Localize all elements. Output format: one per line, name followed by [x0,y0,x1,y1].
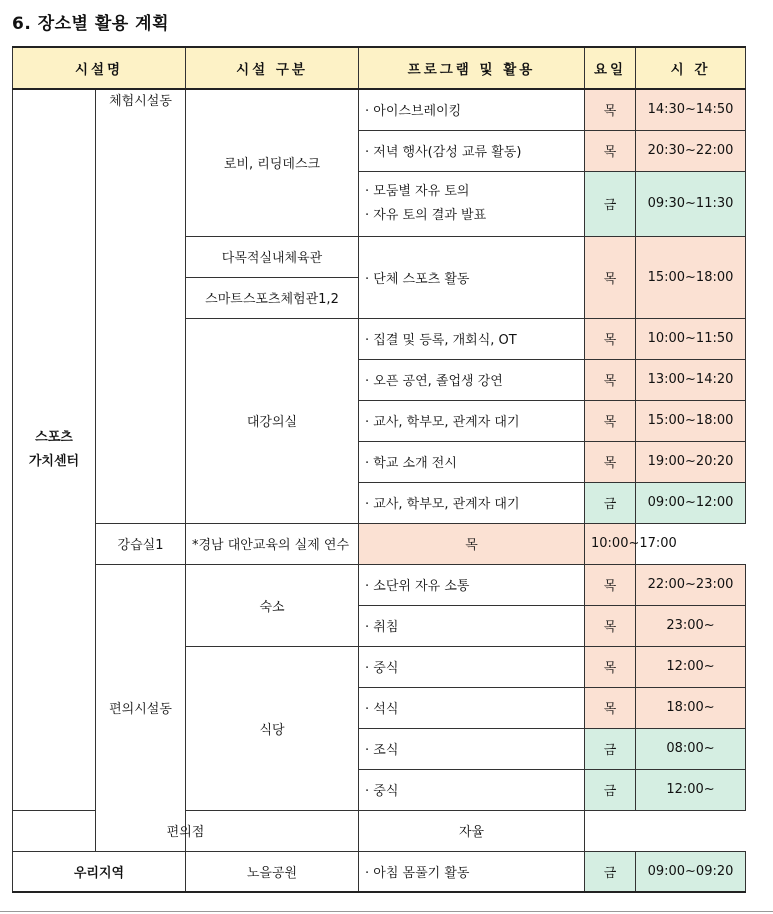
page-title: 6. 장소별 활용 계획 [12,14,169,34]
facility-main-cell [13,89,96,810]
time-cell: 20:30~22:00 [636,130,746,171]
time-cell: 23:00~ [636,605,746,646]
program-line: · 모둠별 자유 토의 [365,183,470,199]
program-cell: · 중식 [359,769,585,810]
space-cafeteria: 식당 [186,646,359,810]
program-cell: · 학교 소개 전시 [359,441,585,482]
table-row [13,810,746,851]
program-cell: · 조식 [359,728,585,769]
time-cell: 09:00~09:20 [636,851,746,892]
table-row [13,89,746,130]
time-cell: 14:30~14:50 [636,89,746,130]
program-cell: · 교사, 학부모, 관계자 대기 [359,482,585,523]
space-dorm: 숙소 [186,564,359,646]
time-cell: 10:00~17:00 [585,523,636,564]
building-experience: 체험시설동 [109,94,172,109]
day-cell: 금 [585,769,636,810]
table-row [13,851,746,892]
time-cell: 09:30~11:30 [636,171,746,236]
space-auditorium: 대강의실 [186,318,359,523]
day-cell: 금 [585,171,636,236]
building-convenience: 편의시설동 [96,564,186,851]
table-header-row [13,47,746,89]
day-cell: 금 [585,482,636,523]
time-cell: 10:00~11:50 [636,318,746,359]
program-cell: · 저녁 행사(감성 교류 활동) [359,130,585,171]
space-gym2: 스마트스포츠체험관1,2 [186,277,359,318]
time-cell: 자율 [359,810,585,851]
day-cell: 목 [359,523,585,564]
program-line: · 자유 토의 결과 발표 [365,207,487,223]
space-lobby: 로비, 리딩데스크 [186,89,359,236]
day-cell: 목 [585,646,636,687]
space-park: 노을공원 [186,851,359,892]
time-cell: 13:00~14:20 [636,359,746,400]
time-cell: 15:00~18:00 [636,236,746,318]
header-facility: 시설명 [13,47,186,89]
day-cell: 금 [585,851,636,892]
page-bottom-rule [0,911,773,912]
time-cell: 12:00~ [636,646,746,687]
facility-main-line1: 스포츠 [35,429,73,445]
table-row [13,523,746,564]
time-cell: 18:00~ [636,687,746,728]
day-cell: 목 [585,236,636,318]
day-cell: 목 [585,359,636,400]
time-cell: 12:00~ [636,769,746,810]
time-cell: 15:00~18:00 [636,400,746,441]
day-cell: 목 [585,318,636,359]
program-cell: · 오픈 공연, 졸업생 강연 [359,359,585,400]
day-cell: 목 [585,130,636,171]
day-cell: 목 [585,605,636,646]
program-cell [359,171,585,236]
program-cell: · 아이스브레이킹 [359,89,585,130]
program-cell: · 취침 [359,605,585,646]
building-experience-cell [96,89,186,523]
program-cell: · 중식 [359,646,585,687]
time-cell: 09:00~12:00 [636,482,746,523]
facility-plan-table [12,46,746,893]
program-cell: · 단체 스포츠 활동 [359,236,585,318]
space-gym1: 다목적실내체육관 [186,236,359,277]
time-cell: 08:00~ [636,728,746,769]
header-time: 시 간 [636,47,746,89]
time-cell: 19:00~20:20 [636,441,746,482]
header-program: 프로그램 및 활용 [359,47,585,89]
space-store: 편의점 [13,810,359,851]
program-cell: *경남 대안교육의 실제 연수 [186,523,359,564]
header-day: 요일 [585,47,636,89]
area-local: 우리지역 [13,851,186,892]
space-seminar: 강습실1 [96,523,186,564]
facility-main-line2: 가치센터 [28,453,80,469]
day-cell: 목 [585,400,636,441]
day-cell: 목 [585,687,636,728]
day-cell: 목 [585,564,636,605]
program-cell: · 석식 [359,687,585,728]
table-row [13,564,746,605]
day-cell: 목 [585,89,636,130]
day-cell: 금 [585,728,636,769]
day-cell: 목 [585,441,636,482]
time-cell: 22:00~23:00 [636,564,746,605]
program-cell: · 아침 몸풀기 활동 [359,851,585,892]
program-cell: · 소단위 자유 소통 [359,564,585,605]
header-category: 시설 구분 [186,47,359,89]
program-cell: · 집결 및 등록, 개회식, OT [359,318,585,359]
program-cell: · 교사, 학부모, 관계자 대기 [359,400,585,441]
